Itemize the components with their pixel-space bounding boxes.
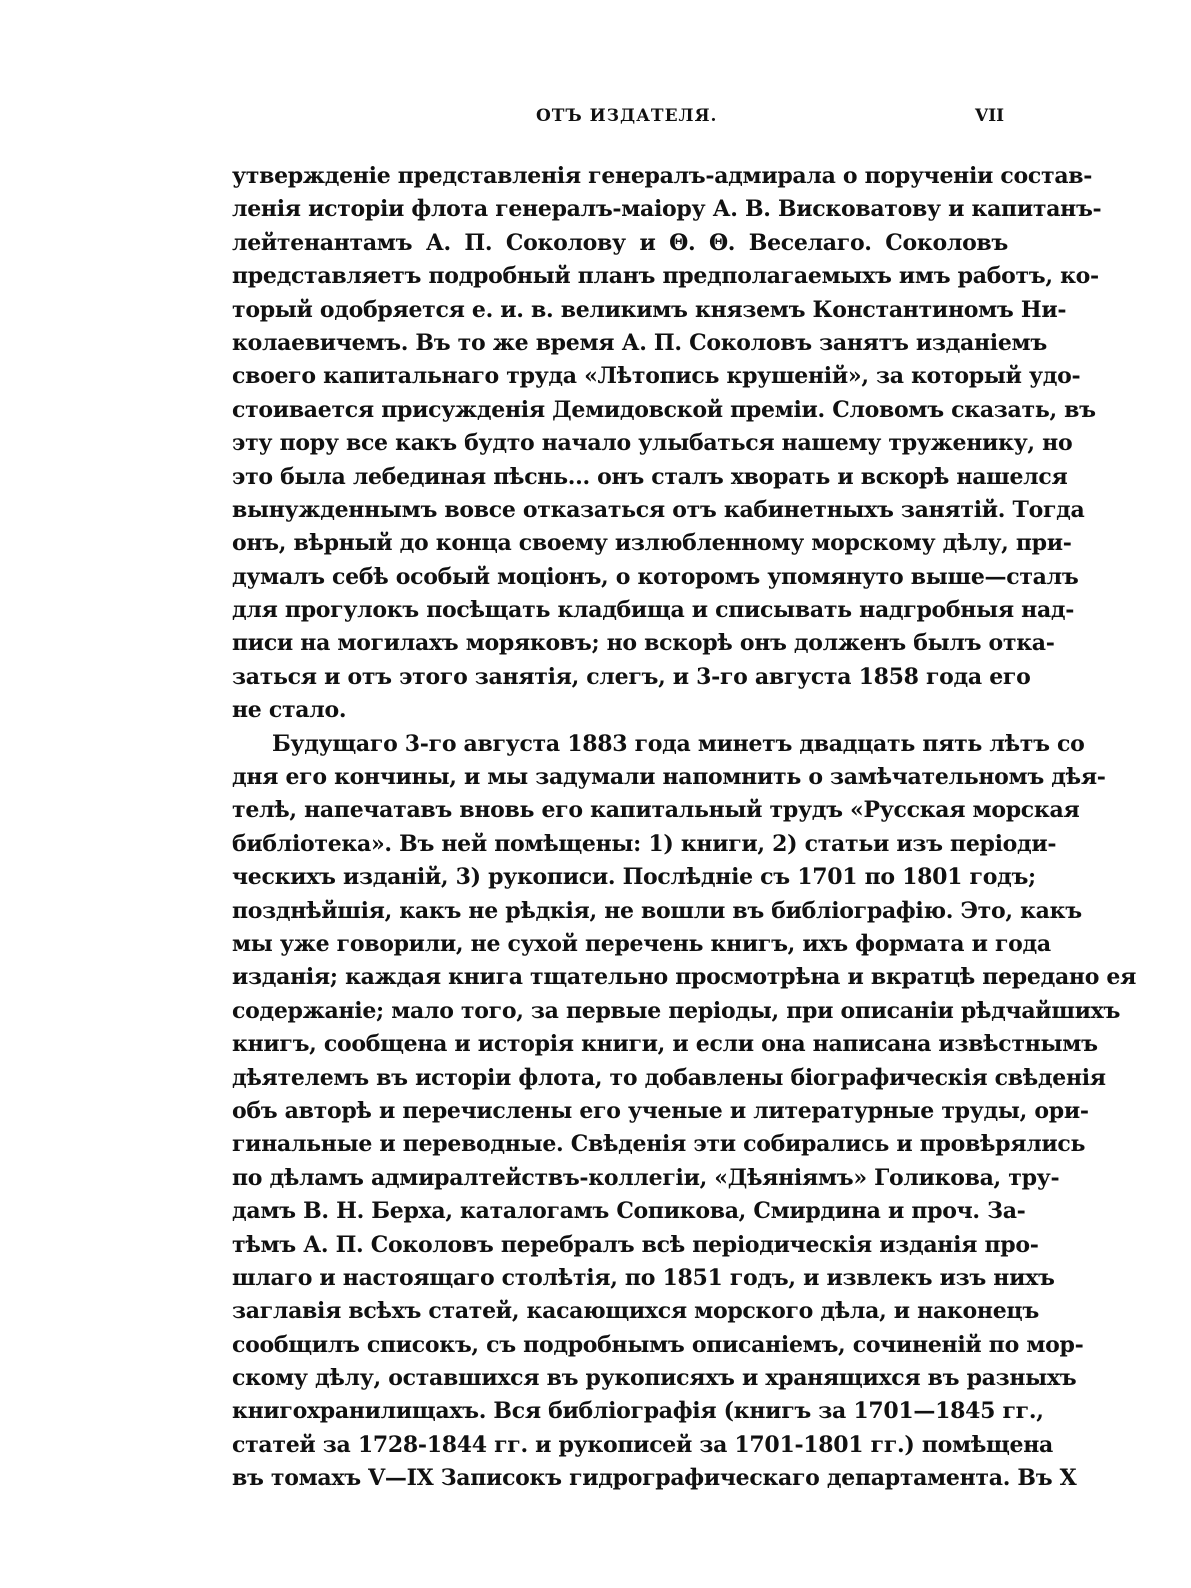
text-line: торый одобряется е. и. в. великимъ княземъ Константиномъ Ни- bbox=[232, 296, 1067, 323]
text-line: дамъ В. Н. Берха, каталогамъ Сопикова, Смирдина и проч. За- bbox=[232, 1198, 1026, 1225]
text-line: представляетъ подробный планъ предполагаемыхъ имъ работъ, ко- bbox=[232, 263, 1099, 290]
text-line: не стало. bbox=[232, 697, 347, 724]
text-line: заглавія всѣхъ статей, касающихся морского дѣла, и наконецъ bbox=[232, 1298, 1039, 1325]
paragraph-2 bbox=[232, 728, 1137, 1496]
text-line: по дѣламъ адмиралтействъ-коллегіи, «Дѣяніямъ» Голикова, тру- bbox=[232, 1164, 1060, 1191]
text-line: мы уже говорили, не сухой перечень книгъ, ихъ формата и года bbox=[232, 930, 1051, 957]
text-line: дѣятелемъ въ исторіи флота, то добавлены біографическія свѣденія bbox=[232, 1064, 1106, 1091]
text-line: телѣ, напечатавъ вновь его капитальный трудъ «Русская морская bbox=[232, 797, 1080, 824]
text-line: содержаніе; мало того, за первые періоды, при описаніи рѣдчайшихъ bbox=[232, 997, 1121, 1024]
text-line: ческихъ изданій, 3) рукописи. Послѣдніе съ 1701 по 1801 годъ; bbox=[232, 864, 1036, 891]
paragraph-1 bbox=[232, 160, 1102, 728]
text-line: ленія исторіи флота генералъ-маіору А. В. Висковатову и капитанъ- bbox=[232, 196, 1102, 223]
text-line: эту пору все какъ будто начало улыбаться нашему труженику, но bbox=[232, 430, 1073, 457]
running-title: ОТЪ ИЗДАТЕЛЯ. bbox=[536, 106, 718, 126]
text-line: стоивается присужденія Демидовской преміи. Словомъ сказать, въ bbox=[232, 396, 1096, 423]
text-line: дня его кончины, и мы задумали напомнить о замѣчательномъ дѣя- bbox=[232, 764, 1106, 791]
text-line: библіотека». Въ ней помѣщены: 1) книги, 2) статьи изъ періоди- bbox=[232, 830, 1057, 857]
text-line: книгохранилищахъ. Вся библіографія (книгъ за 1701—1845 гг., bbox=[232, 1398, 1044, 1425]
page-number: VII bbox=[975, 106, 1005, 126]
text-line: своего капитальнаго труда «Лѣтопись крушеній», за который удо- bbox=[232, 363, 1081, 390]
body-text bbox=[232, 160, 1137, 1496]
text-line: для прогулокъ посѣщать кладбища и списывать надгробныя над- bbox=[232, 597, 1075, 624]
text-line: писи на могилахъ моряковъ; но вскорѣ онъ долженъ былъ отка- bbox=[232, 630, 1055, 657]
text-line: гинальные и переводные. Свѣденія эти собирались и провѣрялись bbox=[232, 1131, 1086, 1158]
text-line: изданія; каждая книга тщательно просмотрѣна и вкратцѣ передано ея bbox=[232, 964, 1137, 991]
text-line: шлаго и настоящаго столѣтія, по 1851 годъ, и извлекъ изъ нихъ bbox=[232, 1264, 1055, 1291]
text-line: книгъ, сообщена и исторія книги, и если она написана извѣстнымъ bbox=[232, 1031, 1098, 1058]
text-line: думалъ себѣ особый моціонъ, о которомъ упомянуто выше—сталъ bbox=[232, 563, 1079, 590]
text-line: статей за 1728-1844 гг. и рукописей за 1701-1801 гг.) помѣщена bbox=[232, 1431, 1053, 1458]
text-line: позднѣйшія, какъ не рѣдкія, не вошли въ библіографію. Это, какъ bbox=[232, 897, 1082, 924]
text-line: Будущаго 3-го августа 1883 года минетъ двадцать пять лѣтъ со bbox=[272, 730, 1085, 757]
text-line: колаевичемъ. Въ то же время А. П. Соколовъ занятъ изданіемъ bbox=[232, 329, 1047, 356]
text-line: сообщилъ списокъ, съ подробнымъ описаніемъ, сочиненій по мор- bbox=[232, 1331, 1084, 1358]
text-line: объ авторѣ и перечислены его ученые и литературные труды, ори- bbox=[232, 1097, 1089, 1124]
text-line: онъ, вѣрный до конца своему излюбленному морскому дѣлу, при- bbox=[232, 530, 1072, 557]
text-line: въ томахъ V—IX Записокъ гидрографическаго департамента. Въ X bbox=[232, 1465, 1077, 1492]
text-line: заться и отъ этого занятія, слегъ, и 3-го августа 1858 года его bbox=[232, 663, 1031, 690]
text-line: тѣмъ А. П. Соколовъ перебралъ всѣ періодическія изданія про- bbox=[232, 1231, 1039, 1258]
text-line: утвержденіе представленія генералъ-адмирала о порученіи состав- bbox=[232, 163, 1093, 189]
text-line: вынужденнымъ вовсе отказаться отъ кабинетныхъ занятій. Тогда bbox=[232, 496, 1085, 523]
text-line: лейтенантамъ А. П. Соколову и Θ. Θ. Веселаго. Соколовъ bbox=[232, 229, 1008, 256]
text-line: это была лебединая пѣснь... онъ сталъ хворать и вскорѣ нашелся bbox=[232, 463, 1068, 490]
text-line: скому дѣлу, оставшихся въ рукописяхъ и хранящихся въ разныхъ bbox=[232, 1365, 1077, 1392]
